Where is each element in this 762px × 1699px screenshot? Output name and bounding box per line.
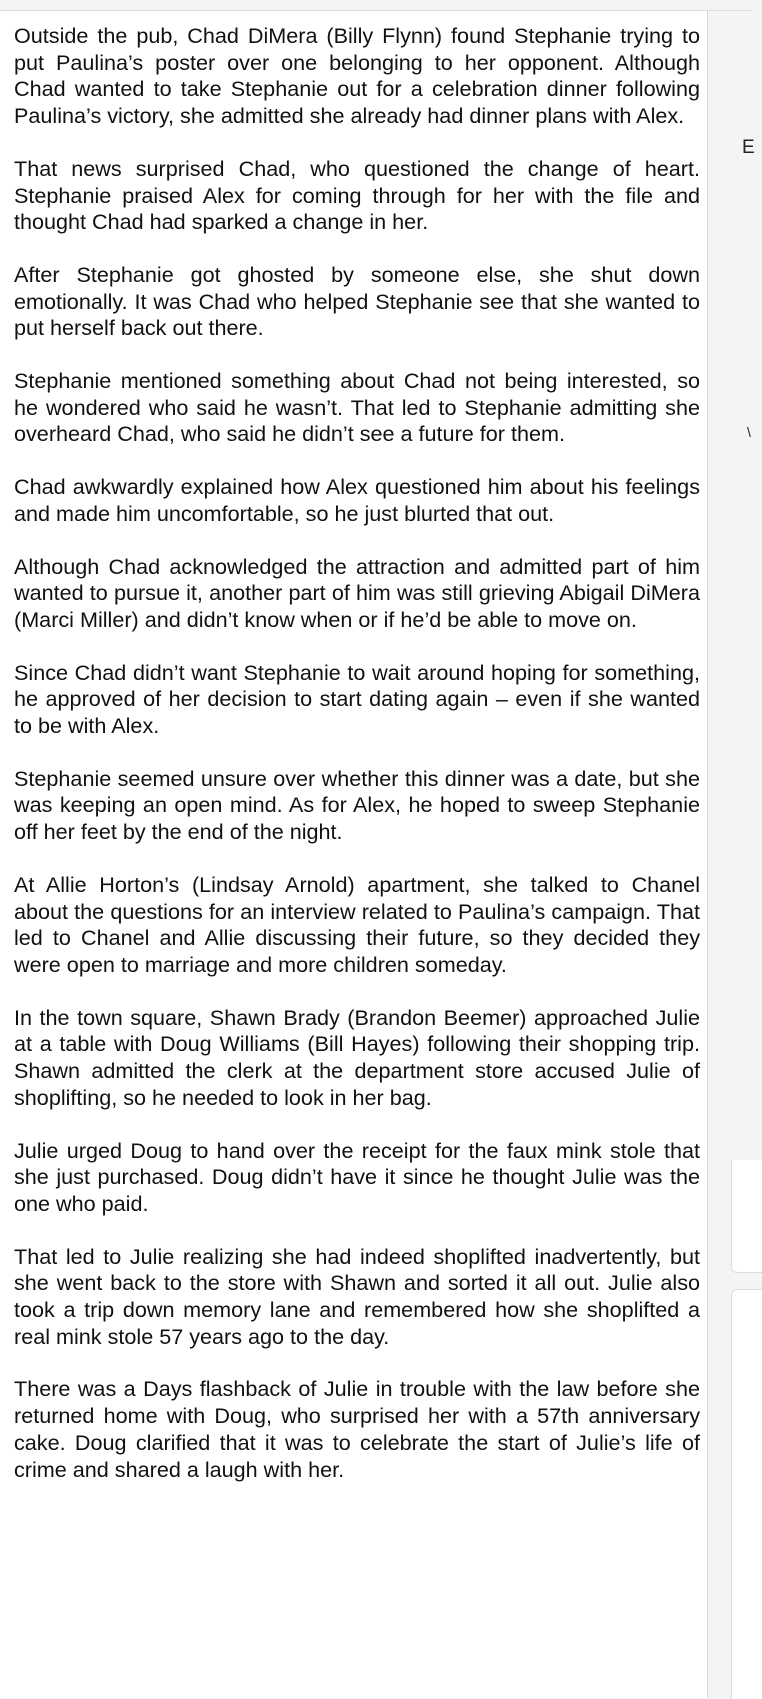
top-bar [0,0,753,11]
article-paragraph: In the town square, Shawn Brady (Brandon Beemer) approached Julie at a table with Doug Williams (Bill Hayes) following their shopping trip. Shawn admitted the clerk at the department store accused Julie of shoplifting, so he needed to look in her bag. [14,1004,700,1110]
sidebar-cutoff-letter: E [742,137,755,158]
article-body [0,11,708,1698]
article-paragraph: Outside the pub, Chad DiMera (Billy Flynn) found Stephanie trying to put Paulina’s poster over one belonging to her opponent. Although Chad wanted to take Stephanie out for a celebration dinner following Paulina’s victory, she admitted she already had dinner plans with Alex. [14,23,700,129]
sidebar-card-edge [731,1289,762,1699]
article-paragraph: At Allie Horton’s (Lindsay Arnold) apartment, she talked to Chanel about the questions for an interview related to Paulina’s campaign. That led to Chanel and Allie discussing their future, so they decided they were open to marriage and more children someday. [14,871,700,977]
article-paragraph: Stephanie seemed unsure over whether this dinner was a date, but she was keeping an open mind. As for Alex, he hoped to sweep Stephanie off her feet by the end of the night. [14,765,700,845]
article-paragraph: There was a Days flashback of Julie in trouble with the law before she returned home with Doug, who surprised her with a 57th anniversary cake. Doug clarified that it was to celebrate the start of Julie’s life of crime and shared a laugh with her. [14,1376,700,1482]
article-paragraph: That news surprised Chad, who questioned the change of heart. Stephanie praised Alex for coming through for her with the file and thought Chad had sparked a change in her. [14,155,700,235]
article-paragraph: Although Chad acknowledged the attraction and admitted part of him wanted to pursue it, another part of him was still grieving Abigail DiMera (Marci Miller) and didn’t know when or if he’d be able to move on. [14,553,700,632]
article-paragraph: Julie urged Doug to hand over the receipt for the faux mink stole that she just purchased. Doug didn’t have it since he thought Julie was the one who paid. [14,1137,700,1216]
article-paragraph: Since Chad didn’t want Stephanie to wait around hoping for something, he approved of her decision to start dating again – even if she wanted to be with Alex. [14,659,700,739]
sidebar-cutoff-mark: \ [747,424,751,440]
article-paragraph: That led to Julie realizing she had indeed shoplifted inadvertently, but she went back to the store with Shawn and sorted it all out. Julie also took a trip down memory lane and remembered how she shoplifted a real mink stole 57 years ago to the day. [14,1243,700,1349]
article-paragraph: Stephanie mentioned something about Chad not being interested, so he wondered who said he wasn’t. That led to Stephanie admitting she overheard Chad, who said he didn’t see a future for them. [14,368,700,447]
article-paragraph: After Stephanie got ghosted by someone else, she shut down emotionally. It was Chad who helped Stephanie see that she wanted to put herself back out there. [14,261,700,341]
article-paragraph: Chad awkwardly explained how Alex questioned him about his feelings and made him uncomfortable, so he just blurted that out. [14,474,700,526]
sidebar-card-edge [731,1160,762,1273]
